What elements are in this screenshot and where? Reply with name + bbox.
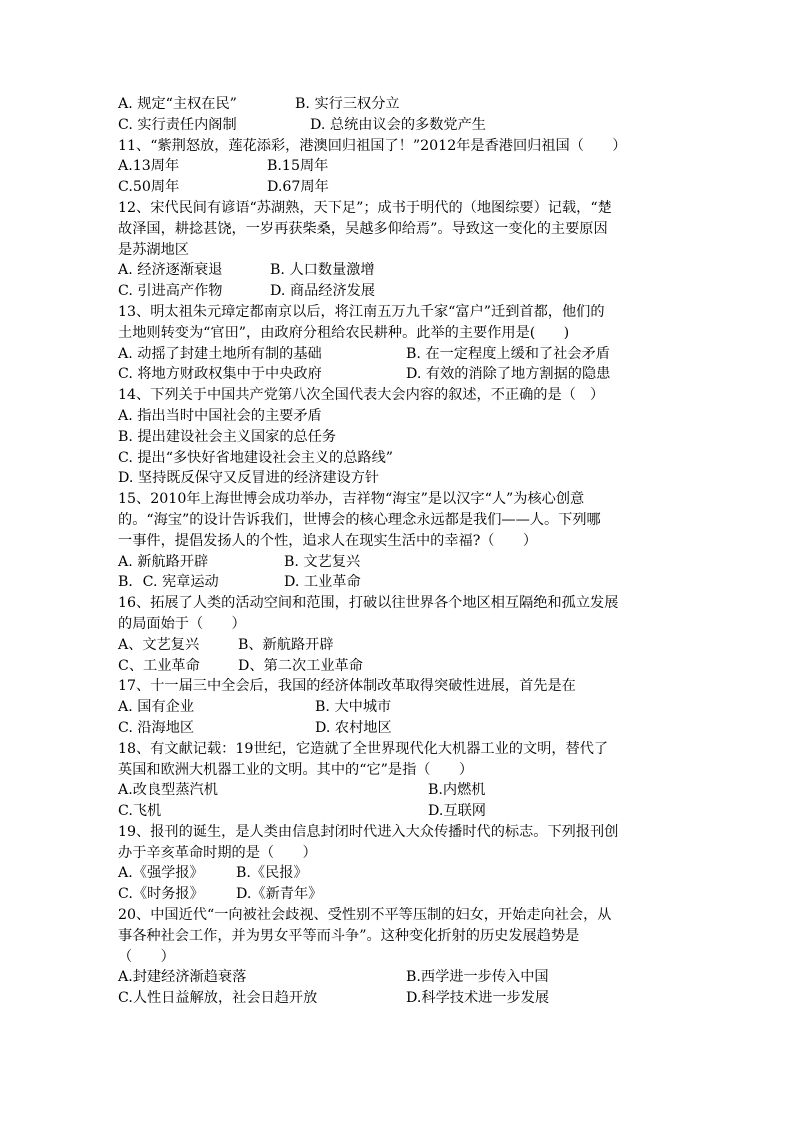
q15-stem-line1: 15、2010年上海世博会成功举办，吉祥物“海宝”是以汉字“人”为核心创意 <box>118 491 585 508</box>
q10-option-a: A. 规定“主权在民” <box>118 96 237 112</box>
q15-option-a: A. 新航路开辟 <box>118 553 209 570</box>
q12-option-b: B. 人口数量激增 <box>270 262 375 279</box>
q19-row-cd <box>118 884 678 905</box>
q14-stem: 14、下列关于中国共产党第八次全国代表大会内容的叙述，不正确的是（ ） <box>118 387 605 404</box>
q18-row-ab <box>118 780 678 801</box>
q18-option-d: D.互联网 <box>428 803 486 820</box>
q18-option-b: B.内燃机 <box>428 782 486 799</box>
q16-option-d: D、第二次工业革命 <box>238 657 363 674</box>
q14-option-d: D. 坚持既反保守又反冒进的经济建设方针 <box>118 470 380 487</box>
q14-option-a: A. 指出当时中国社会的主要矛盾 <box>118 407 322 424</box>
q16-row-cd <box>118 656 678 677</box>
q17-row-ab <box>118 697 678 718</box>
q11-stem: 11、“紫荆怒放，莲花添彩，港澳回归祖国了！”2012年是香港回归祖国（ ） <box>118 137 627 154</box>
q16-option-b: B、新航路开辟 <box>238 636 334 653</box>
q10-option-c: C. 实行责任内阁制 <box>118 116 237 133</box>
q12-stem-line2: 故泽国，耕捻甚饶，一岁再获柴桑，吴越多仰给焉”。导致这一变化的主要原因 <box>118 220 608 237</box>
q19-option-b: B.《民报》 <box>236 865 308 882</box>
q11-row-cd <box>118 177 678 198</box>
q13-option-b: B. 在一定程度上缓和了社会矛盾 <box>406 345 610 362</box>
q11-option-c: C.50周年 <box>118 179 180 196</box>
q20-option-b: B.西学进一步传入中国 <box>406 969 549 986</box>
q18-row-cd <box>118 801 678 822</box>
q19-stem-line2: 办于辛亥革命时期的是（ ） <box>118 844 317 861</box>
q18-option-a: A.改良型蒸汽机 <box>118 782 218 799</box>
q16-option-a: A、文艺复兴 <box>118 636 200 653</box>
q17-row-cd <box>118 718 678 739</box>
q19-option-d: D.《新青年》 <box>236 886 323 903</box>
q12-option-a: A. 经济逐渐衰退 <box>118 262 223 279</box>
q12-stem-line3: 是苏湖地区 <box>118 241 189 258</box>
q13-stem-line1: 13、明太祖朱元璋定都南京以后，将江南五万九千家“富户”迁到首都，他们的 <box>118 303 605 320</box>
q13-option-a: A. 动摇了封建土地所有制的基础 <box>118 345 322 362</box>
q19-option-a: A.《强学报》 <box>118 865 204 882</box>
q15-option-b: B. 文艺复兴 <box>284 553 361 570</box>
q20-row-cd <box>118 988 678 1009</box>
q13-stem-line2: 土地则转变为“官田”，由政府分租给农民耕种。此举的主要作用是( ) <box>118 324 570 341</box>
q12-row-cd <box>118 281 678 302</box>
q16-stem-line2: 的局面始于（ ） <box>118 615 246 632</box>
q12-stem-line1: 12、宋代民间有谚语“苏湖熟，天下足”；成书于明代的（地图综要）记载，“楚 <box>118 199 612 216</box>
q10-row-cd <box>118 115 678 136</box>
q12-option-d: D. 商品经济发展 <box>270 283 376 300</box>
q10-row-ab <box>118 94 678 115</box>
q17-option-a: A. 国有企业 <box>118 699 195 716</box>
q16-row-ab <box>118 635 678 656</box>
q15-row-cd <box>118 572 678 593</box>
q17-option-d: D. 农村地区 <box>315 719 392 736</box>
q13-row-cd <box>118 364 678 385</box>
q13-option-c: C. 将地方财政权集中于中央政府 <box>118 366 322 383</box>
exam-page <box>118 94 678 1009</box>
q14-option-c: C. 提出“多快好省地建设社会主义的总路线” <box>118 449 394 466</box>
q11-option-b: B.15周年 <box>267 158 329 175</box>
q11-row-ab <box>118 156 678 177</box>
q10-option-d: D. 总统由议会的多数党产生 <box>310 116 486 133</box>
q20-stem-line2: 事各种社会工作，并为男女平等而斗争”。这种变化折射的历史发展趋势是 <box>118 927 580 944</box>
q11-option-d: D.67周年 <box>267 179 329 196</box>
q13-option-d: D. 有效的消除了地方割据的隐患 <box>406 366 611 383</box>
q20-option-d: D.科学技术进一步发展 <box>406 990 550 1007</box>
q19-option-c: C.《时务报》 <box>118 886 204 903</box>
q18-stem-line2: 英国和欧洲大机器工业的文明。其中的“它”是指（ ） <box>118 761 474 778</box>
q19-row-ab <box>118 863 678 884</box>
q20-stem-line1: 20、中国近代“一向被社会歧视、受性别不平等压制的妇女，开始走向社会，从 <box>118 907 612 924</box>
q20-option-c: C.人性日益解放，社会日趋开放 <box>118 990 318 1007</box>
q18-option-c: C.飞机 <box>118 803 162 820</box>
q12-option-c: C. 引进高产作物 <box>118 283 223 300</box>
q20-stem-line3: （ ） <box>118 948 175 965</box>
q16-option-c: C、工业革命 <box>118 657 200 674</box>
q12-row-ab <box>118 260 678 281</box>
q14-option-b: B. 提出建设社会主义国家的总任务 <box>118 428 337 445</box>
q15-row-ab <box>118 552 678 573</box>
q17-option-c: C. 沿海地区 <box>118 719 195 736</box>
q15-stem-line2: 的。“海宝”的设计告诉我们，世博会的核心理念永远都是我们——人。下列哪 <box>118 511 601 528</box>
q17-option-b: B. 大中城市 <box>315 699 392 716</box>
q20-row-ab <box>118 967 678 988</box>
q13-row-ab <box>118 344 678 365</box>
q16-stem-line1: 16、拓展了人类的活动空间和范围，打破以往世界各个地区相互隔绝和孤立发展 <box>118 595 619 612</box>
q15-stem-line3: 一事件，提倡发扬人的个性，追求人在现实生活中的幸福?（ ） <box>118 532 538 549</box>
q17-stem: 17、十一届三中全会后，我国的经济体制改革取得突破性进展，首先是在 <box>118 678 576 695</box>
q10-option-b: B. 实行三权分立 <box>295 96 400 112</box>
q18-stem-line1: 18、有文献记载：19世纪，它造就了全世界现代化大机器工业的文明，替代了 <box>118 740 609 757</box>
q15-option-d: D. 工业革命 <box>284 574 361 591</box>
q20-option-a: A.封建经济渐趋衰落 <box>118 969 247 986</box>
q15-option-c: B．C. 宪章运动 <box>118 574 219 591</box>
q11-option-a: A.13周年 <box>118 158 180 175</box>
q19-stem-line1: 19、报刊的诞生，是人类由信息封闭时代进入大众传播时代的标志。下列报刊创 <box>118 823 619 840</box>
